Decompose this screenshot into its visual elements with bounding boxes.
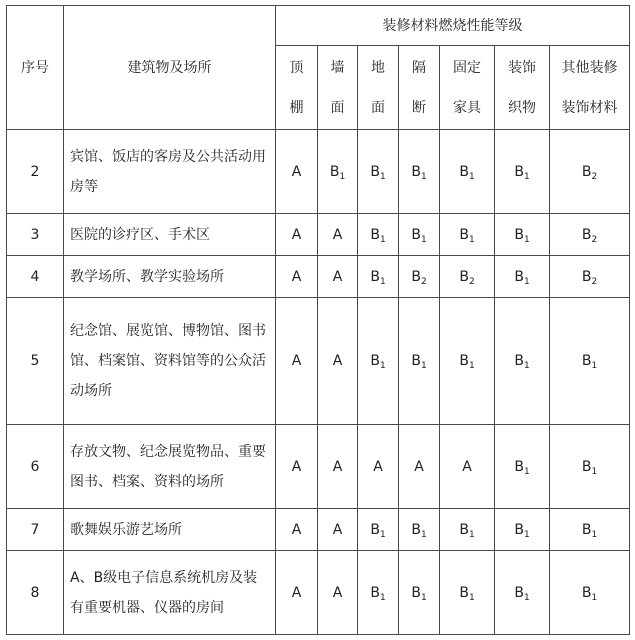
grade-cell: A xyxy=(399,425,440,509)
grade-cell: $B_1$ xyxy=(358,509,399,551)
column-header xyxy=(358,46,399,130)
grade-cell: $B_1$ xyxy=(440,130,495,214)
column-header-line: 墙 xyxy=(330,59,345,76)
grade-cell: $B_1$ xyxy=(495,551,550,635)
row-index: 2 xyxy=(7,130,64,214)
place-name: A、B级电子信息系统机房及装有重要机器、仪器的房间 xyxy=(64,551,276,635)
place-name: 教学场所、教学实验场所 xyxy=(64,256,276,298)
column-header-line: 棚 xyxy=(289,99,304,116)
place-name: 纪念馆、展览馆、博物馆、图书馆、档案馆、资料馆等的公众活动场所 xyxy=(64,298,276,425)
grade-cell: A xyxy=(440,425,495,509)
grade-cell: $B_1$ xyxy=(358,130,399,214)
row-index: 6 xyxy=(7,425,64,509)
grade-cell: A xyxy=(276,298,318,425)
rating-group-header: 装修材料燃烧性能等级 xyxy=(276,6,630,46)
index-header: 序号 xyxy=(7,6,64,130)
grade-cell: $B_2$ xyxy=(440,256,495,298)
grade-cell: $B_1$ xyxy=(358,551,399,635)
grade-cell: A xyxy=(358,425,399,509)
grade-cell: $B_1$ xyxy=(550,551,630,635)
grade-cell: $B_1$ xyxy=(399,509,440,551)
grade-cell: A xyxy=(318,214,358,256)
table-row xyxy=(7,214,630,256)
grade-cell: A xyxy=(276,256,318,298)
grade-cell: $B_1$ xyxy=(495,425,550,509)
grade-cell: A xyxy=(276,214,318,256)
table-row xyxy=(7,130,630,214)
grade-cell: A xyxy=(276,551,318,635)
column-header-line: 隔 xyxy=(412,59,426,76)
grade-cell: $B_1$ xyxy=(440,298,495,425)
grade-cell: $B_1$ xyxy=(440,509,495,551)
grade-cell: $B_1$ xyxy=(550,509,630,551)
grade-cell: $B_1$ xyxy=(440,214,495,256)
grade-cell: A xyxy=(318,256,358,298)
grade-cell: A xyxy=(318,509,358,551)
place-name: 宾馆、饭店的客房及公共活动用房等 xyxy=(64,130,276,214)
row-index: 4 xyxy=(7,256,64,298)
grade-cell: $B_1$ xyxy=(358,214,399,256)
grade-cell: $B_1$ xyxy=(358,298,399,425)
table-row xyxy=(7,256,630,298)
place-name: 医院的诊疗区、手术区 xyxy=(64,214,276,256)
grade-cell: $B_1$ xyxy=(495,298,550,425)
grade-cell: $B_1$ xyxy=(495,214,550,256)
grade-cell: A xyxy=(276,130,318,214)
column-header-line: 装饰材料 xyxy=(561,99,618,116)
column-header-line: 其他装修 xyxy=(561,59,618,76)
grade-cell: $B_1$ xyxy=(399,214,440,256)
column-header-line: 家具 xyxy=(453,99,481,116)
grade-cell: A xyxy=(318,298,358,425)
column-header xyxy=(276,46,318,130)
column-header xyxy=(399,46,440,130)
table-row xyxy=(7,551,630,635)
table-row xyxy=(7,509,630,551)
column-header-line: 顶 xyxy=(289,59,304,76)
column-header-line: 面 xyxy=(371,99,385,116)
table-row xyxy=(7,298,630,425)
grade-cell: $B_1$ xyxy=(550,425,630,509)
column-header-line: 装饰 xyxy=(508,59,536,76)
column-header-line: 固定 xyxy=(453,59,481,76)
grade-cell: $B_2$ xyxy=(550,130,630,214)
grade-cell: $B_1$ xyxy=(495,509,550,551)
grade-cell: $B_1$ xyxy=(399,551,440,635)
column-header-line: 面 xyxy=(330,99,345,116)
table-row xyxy=(7,425,630,509)
grade-cell: $B_1$ xyxy=(399,298,440,425)
column-header xyxy=(495,46,550,130)
grade-cell: $B_1$ xyxy=(495,256,550,298)
grade-cell: A xyxy=(318,425,358,509)
column-header-line: 断 xyxy=(412,99,426,116)
row-index: 5 xyxy=(7,298,64,425)
row-index: 8 xyxy=(7,551,64,635)
grade-cell: A xyxy=(276,509,318,551)
grade-cell: $B_1$ xyxy=(550,298,630,425)
column-header-line: 地 xyxy=(371,59,385,76)
grade-cell: $B_2$ xyxy=(550,256,630,298)
column-header xyxy=(440,46,495,130)
row-index: 7 xyxy=(7,509,64,551)
place-name: 歌舞娱乐游艺场所 xyxy=(64,509,276,551)
fire-rating-table xyxy=(6,5,630,635)
grade-cell: $B_1$ xyxy=(495,130,550,214)
grade-cell: $B_1$ xyxy=(440,551,495,635)
grade-cell: A xyxy=(276,425,318,509)
place-header: 建筑物及场所 xyxy=(64,6,276,130)
row-index: 3 xyxy=(7,214,64,256)
place-name: 存放文物、纪念展览物品、重要图书、档案、资料的场所 xyxy=(64,425,276,509)
column-header xyxy=(550,46,630,130)
grade-cell: $B_1$ xyxy=(318,130,358,214)
grade-cell: A xyxy=(318,551,358,635)
grade-cell: $B_1$ xyxy=(358,256,399,298)
grade-cell: $B_2$ xyxy=(550,214,630,256)
column-header xyxy=(318,46,358,130)
column-header-line: 织物 xyxy=(508,99,536,116)
grade-cell: $B_2$ xyxy=(399,256,440,298)
grade-cell: $B_1$ xyxy=(399,130,440,214)
